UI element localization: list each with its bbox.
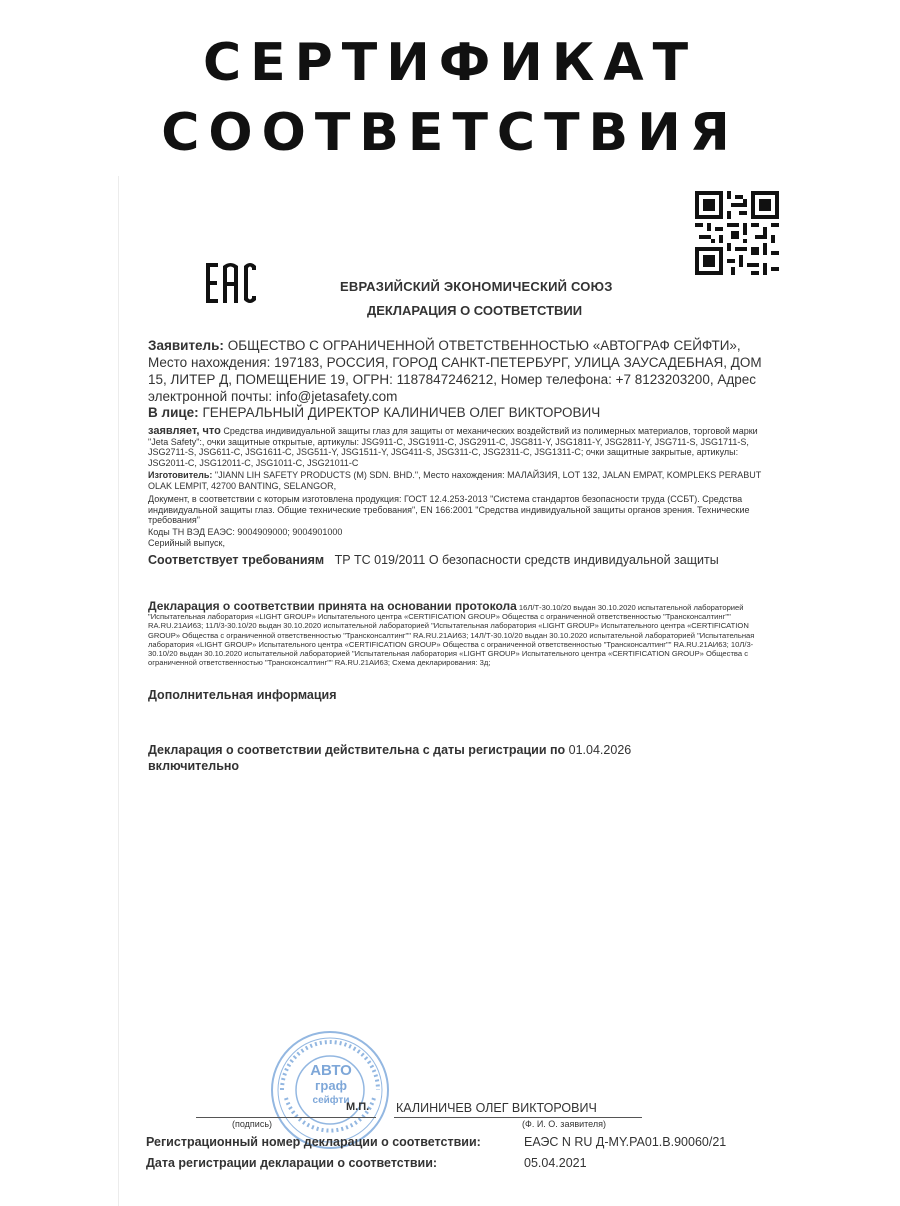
validity-suffix: включительно [148,759,240,773]
name-caption: (Ф. И. О. заявителя) [522,1119,606,1129]
banner-title [0,28,900,168]
manufacturer-block [148,470,768,491]
protocol-block [148,599,768,668]
codes-text: Коды ТН ВЭД ЕАЭС: 9004909000; 9004901000 [148,527,343,537]
applicant-label: Заявитель: [148,338,224,353]
banner-line-2: СООТВЕТСТВИЯ [161,103,739,163]
requirements-block [148,553,768,567]
stamp-top-text: АВТО [310,1062,352,1079]
serial-text: Серийный выпуск, [148,538,225,548]
union-heading: ЕВРАЗИЙСКИЙ ЭКОНОМИЧЕСКИЙ СОЮЗ [340,279,613,294]
validity-label: Декларация о соответствии действительна с даты регистрации по [148,743,566,757]
signatory-name: КАЛИНИЧЕВ ОЛЕГ ВИКТОРОВИЧ [396,1101,597,1115]
eac-logo-icon [205,262,257,304]
manufacturer-label: Изготовитель: [148,470,213,480]
declares-text: Средства индивидуальной защиты глаз для защиты от механических воздействий из полимерных материалов, торговой марки "Jeta Safety":, очки защитные открытые, артикулы: JSG911-C, JSG1911-C, JSG2911-C, JSG811-Y, JSG1811-Y, JSG2811-Y, JSG711-S, JSG1711-S, JSG2711-S, JSG611-C, JSG1611-C, JSG511-Y, JSG1511-Y, JSG411-S, JSG311-C, JSG2311-C, JSG1311-C; очки защитные закрытые, артикулы: JSG2011-C, JSG12011-C, JSG1011-C, JSG21011-C [148,426,758,468]
person-block [148,404,768,421]
validity-date: 01.04.2026 [568,743,632,757]
declaration-heading: ДЕКЛАРАЦИЯ О СООТВЕТСТВИИ [367,303,583,318]
signature-caption: (подпись) [232,1119,273,1129]
manufacturer-text: "JIANN LIH SAFETY PRODUCTS (M) SDN. BHD.", Место нахождения: МАЛАЙЗИЯ, LOT 132, JALAN EMPAT, KOMPLEKS PERABUT OLAK LEMPIT, 42700 BANTING, SELANGOR, [148,470,762,491]
additional-info-label: Дополнительная информация [148,688,337,702]
signature-line [196,1117,376,1118]
banner-line-1: СЕРТИФИКАТ [202,33,698,93]
document-text: Документ, в соответствии с которым изготовлена продукция: ГОСТ 12.4.253-2013 "Система стандартов безопасности труда (ССБТ). Средства индивидуальной защиты глаз. Общие технические требования", EN 166:2001 "Средства индивидуальной защиты органов зрения. Технические требования" [148,494,750,526]
name-line [394,1117,642,1118]
validity-block [148,742,768,774]
registration-date-label: Дата регистрации декларации о соответствии: [146,1156,438,1170]
stamp-bottom-text: сейфти [312,1095,350,1106]
registration-number: ЕАЭС N RU Д-MY.PA01.B.90060/21 [524,1135,727,1149]
applicant-block [148,337,768,405]
person-label: В лице: [148,405,199,420]
protocol-label: Декларация о соответствии принята на основании протокола [148,599,517,613]
stamp-place-label: М.П. [346,1101,370,1113]
registration-date: 05.04.2021 [524,1156,587,1170]
protocol-text: 16Л/Т-30.10/20 выдан 30.10.2020 испытательной лабораторией "Испытательная лаборатория «LIGHT GROUP» Испытательного центра «CERTIFICATION GROUP» Общества с ограниченной ответственностью "Трансконсалтинг"" RA.RU.21АИ63; 11Л/3-30.10/20 выдан 30.10.2020 испытательной лабораторией "Испытательная лаборатория «LIGHT GROUP» Испытательного центра «CERTIFICATION GROUP» Общества с ограниченной ответственностью "Трансконсалтинг"" RA.RU.21АИ63; 14Л/Т-30.10/20 выдан 30.10.2020 испытательной лабораторией "Испытательная лаборатория «LIGHT GROUP» Испытательного центра «CERTIFICATION GROUP» Общества с ограниченной ответственностью "Трансконсалтинг"" RA.RU.21АИ63; 10Л/3-30.10/20 выдан 30.10.2020 испытательной лабораторией "Испытательная лаборатория «LIGHT GROUP» Испытательного центра «CERTIFICATION GROUP» Общества с ограниченной ответственностью "Трансконсалтинг"" RA.RU.21АИ63; Схема декларирования: 3д; [148,603,755,668]
person-text: ГЕНЕРАЛЬНЫЙ ДИРЕКТОР КАЛИНИЧЕВ ОЛЕГ ВИКТОРОВИЧ [202,405,601,420]
qr-code-icon [695,191,779,275]
declares-block [148,426,768,468]
stamp-mid-text: граф [315,1078,347,1093]
applicant-text: ОБЩЕСТВО С ОГРАНИЧЕННОЙ ОТВЕТСТВЕННОСТЬЮ «АВТОГРАФ СЕЙФТИ», Место нахождения: 197183, РОССИЯ, ГОРОД САНКТ-ПЕТЕРБУРГ, УЛИЦА ЗАУСАДЕБНАЯ, ДОМ 15, ЛИТЕР Д, ПОМЕЩЕНИЕ 19, ОГРН: 1187847246212, Номер телефона: +7 8123203200, Адрес электронной почты: info@jetasafety.com [148,338,762,404]
registration-number-label: Регистрационный номер декларации о соответствии: [146,1135,481,1149]
requirements-label: Соответствует требованиям [148,553,325,567]
declares-label: заявляет, что [148,425,221,437]
requirements-text: ТР ТС 019/2011 О безопасности средств индивидуальной защиты [334,553,719,567]
